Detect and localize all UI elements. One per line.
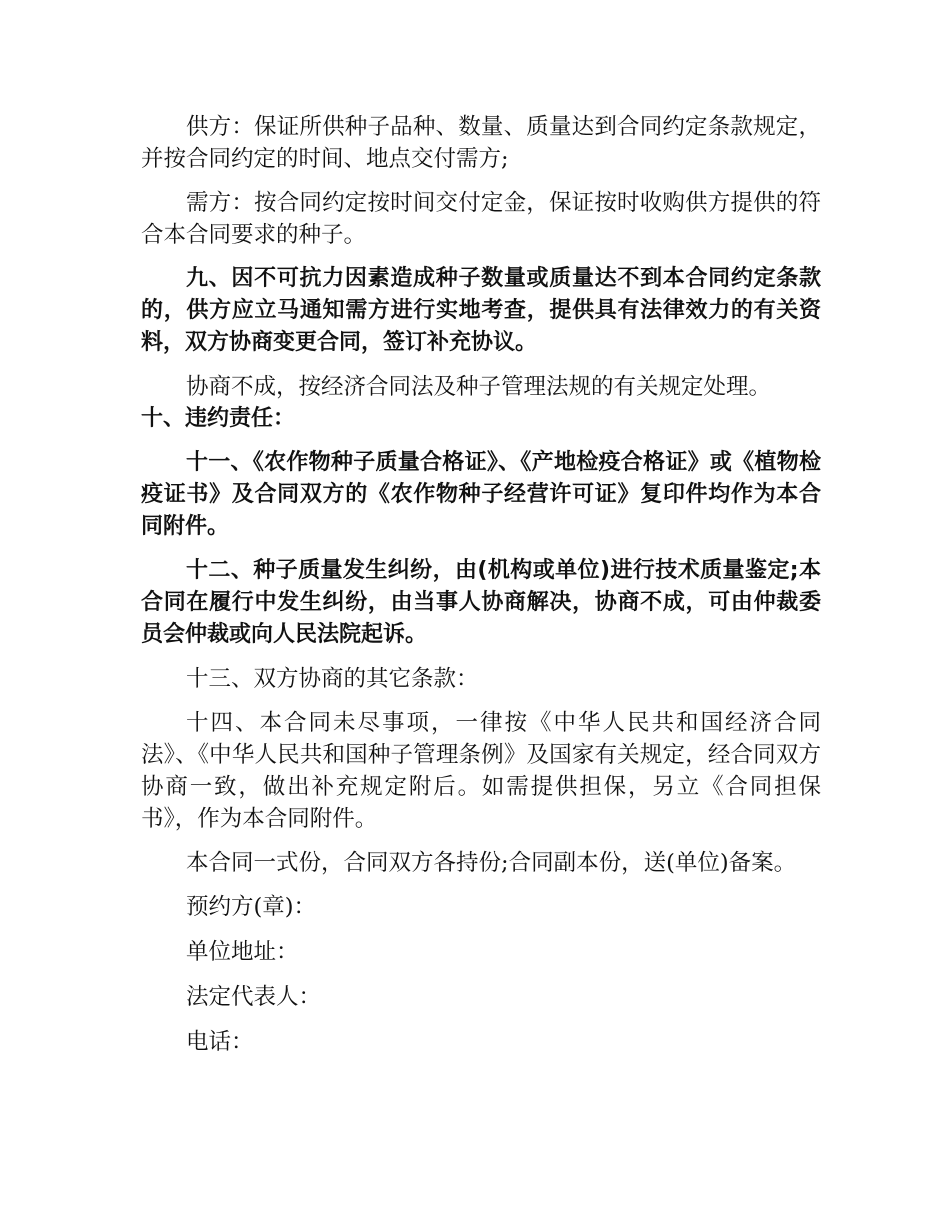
document-body [141,111,821,1071]
paragraph-supplier-duty: 供方：保证所供种子品种、数量、质量达到合同约定条款规定，并按合同约定的时间、地点交付需方; [141,114,821,172]
paragraph-copies: 本合同一式份，合同双方各持份;合同副本份，送(单位)备案。 [186,850,797,876]
clause-11-attachments: 十一、《农作物种子质量合格证》、《产地检疫合格证》或《植物检疫证书》及合同双方的《农作物种子经营许可证》复印件均作为本合同附件。 [141,450,821,539]
paragraph-negotiation-failure: 协商不成，按经济合同法及种子管理法规的有关规定处理。 [186,374,772,400]
field-party-seal: 预约方(章)： [186,894,317,920]
clause-9-force-majeure: 九、因不可抗力因素造成种子数量或质量达不到本合同约定条款的，供方应立马通知需方进行实地考查，提供具有法律效力的有关资料，双方协商变更合同，签订补充协议。 [141,266,821,355]
clause-12-disputes: 十二、种子质量发生纠纷，由(机构或单位)进行技术质量鉴定;本合同在履行中发生纠纷，由当事人协商解决，协商不成，可由仲裁委员会仲裁或向人民法院起诉。 [141,558,821,647]
clause-14-supplementary: 十四、本合同未尽事项，一律按《中华人民共和国经济合同法》、《中华人民共和国种子管理条例》及国家有关规定，经合同双方协商一致，做出补充规定附后。如需提供担保，另立《合同担保书》，作为本合同附件。 [141,710,821,832]
clause-13-other-terms: 十三、双方协商的其它条款： [186,666,479,692]
paragraph-buyer-duty: 需方：按合同约定按时间交付定金，保证按时收购供方提供的符合本合同要求的种子。 [141,190,821,248]
clause-10-heading: 十、违约责任： [141,406,296,431]
field-address: 单位地址： [186,939,299,965]
field-representative: 法定代表人： [186,984,322,1010]
field-phone: 电话： [186,1029,254,1055]
